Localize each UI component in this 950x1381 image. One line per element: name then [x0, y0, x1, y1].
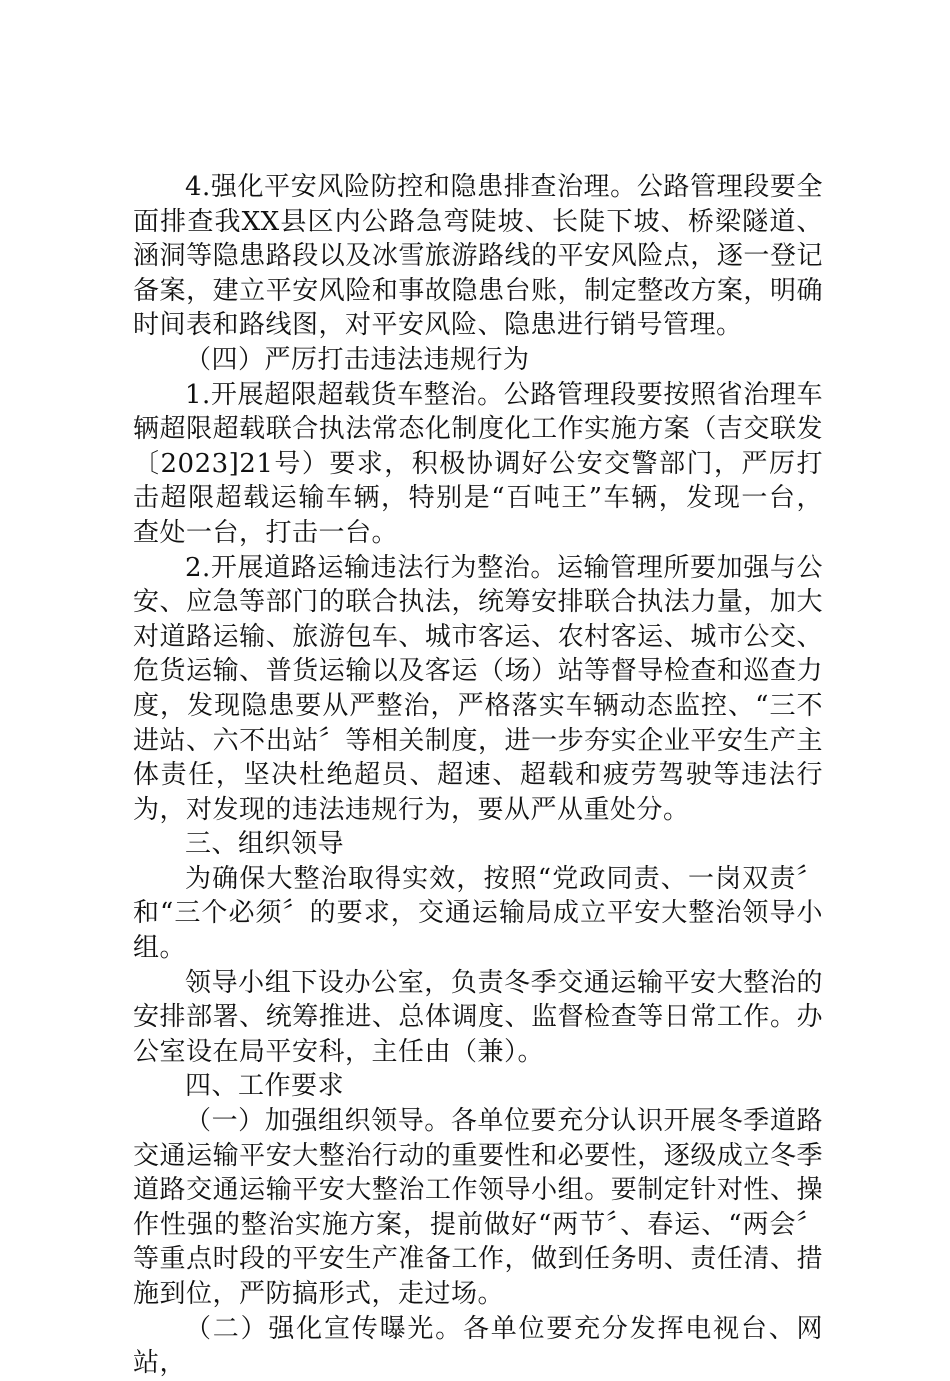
- paragraph-strengthen-leadership: （一）加强组织领导。各单位要充分认识开展冬季道路交通运输平安大整治行动的重要性和必要性，逐级成立冬季道路交通运输平安大整治工作领导小组。要制定针对性、操作性强的整治实施方案，提前做好“两节〞、春运、“两会〞等重点时段的平安生产准备工作，做到任务明、责任清、措施到位，严防搞形式，走过场。: [133, 1106, 823, 1309]
- section-heading-crackdown: （四）严厉打击违法违规行为: [185, 344, 530, 375]
- section-heading-organization: 三、组织领导: [185, 829, 345, 860]
- paragraph-publicity: （二）强化宣传曝光。各单位要充分发挥电视台、网站，: [133, 1313, 823, 1379]
- section-heading-requirements: 四、工作要求: [185, 1071, 345, 1102]
- document-page: [133, 170, 823, 1381]
- paragraph-office: 领导小组下设办公室，负责冬季交通运输平安大整治的安排部署、统筹推进、总体调度、监督检查等日常工作。办公室设在局平安科，主任由（兼）。: [133, 967, 823, 1067]
- paragraph-overload-trucks: 1.开展超限超载货车整治。公路管理段要按照省治理车辆超限超载联合执法常态化制度化工作实施方案（吉交联发〔2023]21号）要求，积极协调好公安交警部门，严厉打击超限超载运输车辆，特别是“百吨王”车辆，发现一台，查处一台，打击一台。: [133, 379, 823, 548]
- paragraph-transport-violations: 2.开展道路运输违法行为整治。运输管理所要加强与公安、应急等部门的联合执法，统筹安排联合执法力量，加大对道路运输、旅游包车、城市客运、农村客运、城市公交、危货运输、普货运输以及客运（场）站等督导检查和巡查力度，发现隐患要从严整治，严格落实车辆动态监控、“三不进站、六不出站〞等相关制度，进一步夯实企业平安生产主体责任，坚决杜绝超员、超速、超载和疲劳驾驶等违法行为，对发现的违法违规行为，要从严从重处分。: [133, 552, 823, 825]
- paragraph-risk-control: 4.强化平安风险防控和隐患排查治理。公路管理段要全面排查我XX县区内公路急弯陡坡、长陡下坡、桥梁隧道、涵洞等隐患路段以及冰雪旅游路线的平安风险点，逐一登记备案，建立平安风险和事故隐患台账，制定整改方案，明确时间表和路线图，对平安风险、隐患进行销号管理。: [133, 172, 823, 341]
- paragraph-leading-group: 为确保大整治取得实效，按照“党政同责、一岗双责〞和“三个必须〞的要求，交通运输局成立平安大整治领导小组。: [133, 863, 823, 964]
